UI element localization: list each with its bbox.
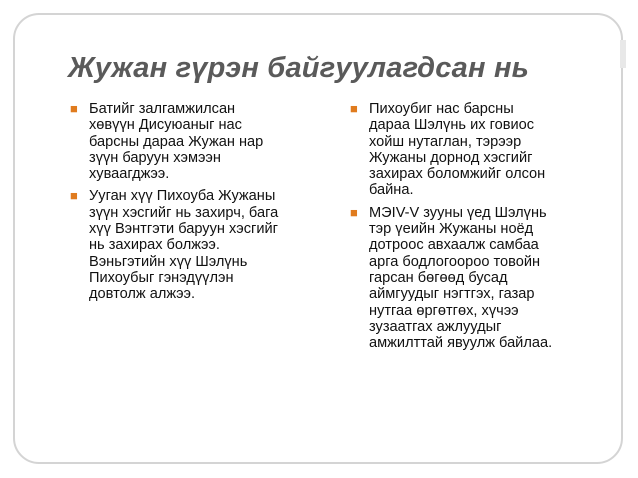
frame-accent-bar	[620, 40, 626, 68]
bullet-item	[70, 101, 340, 182]
bullet-square-icon: ■	[350, 204, 358, 220]
right-bullet-list	[350, 101, 620, 357]
bullet-square-icon: ■	[350, 101, 358, 116]
bullet-text: МЭIV-V зууны үед Шэлүнь тэр үеийн Жужаны ноёд дотроос авхаалж самбаа арга бодлогоороо товойн гарсан бөгөөд бусад аймгуудыг нэгтгэх, газар нутгаа өргөтгөх, хүчээ зузаатгах ажлуудыг амжилттай явуулж байлаа.	[369, 204, 553, 352]
left-bullet-list	[70, 101, 340, 309]
slide-title: Жужан гүрэн байгуулагдсан нь	[68, 52, 530, 84]
bullet-text: Ууган хүү Пихоуба Жужаны зүүн хэсгийг нь захирч, бага хүү Вэнтгэти баруун хэсгийг нь захирах болжээ. Вэньгэтийн хүү Шэлүнь Пихоубыг гэнэдүүлэн довтолж алжээ.	[89, 188, 279, 303]
bullet-item	[350, 205, 620, 352]
bullet-square-icon: ■	[70, 188, 78, 204]
bullet-square-icon: ■	[70, 101, 78, 116]
bullet-text: Батийг залгамжилсан хөвүүн Дисуюаныг нас барсны дараа Жужан нар зүүн баруун хэмээн хуваагджээ.	[89, 101, 264, 183]
bullet-item	[70, 188, 340, 302]
bullet-item	[350, 101, 620, 199]
bullet-text: Пихоубиг нас барсны дараа Шэлүнь их говиос хойш нутаглан, тэрээр Жужаны дорнод хэсгийг захирах боломжийг олсон байна.	[369, 101, 546, 199]
